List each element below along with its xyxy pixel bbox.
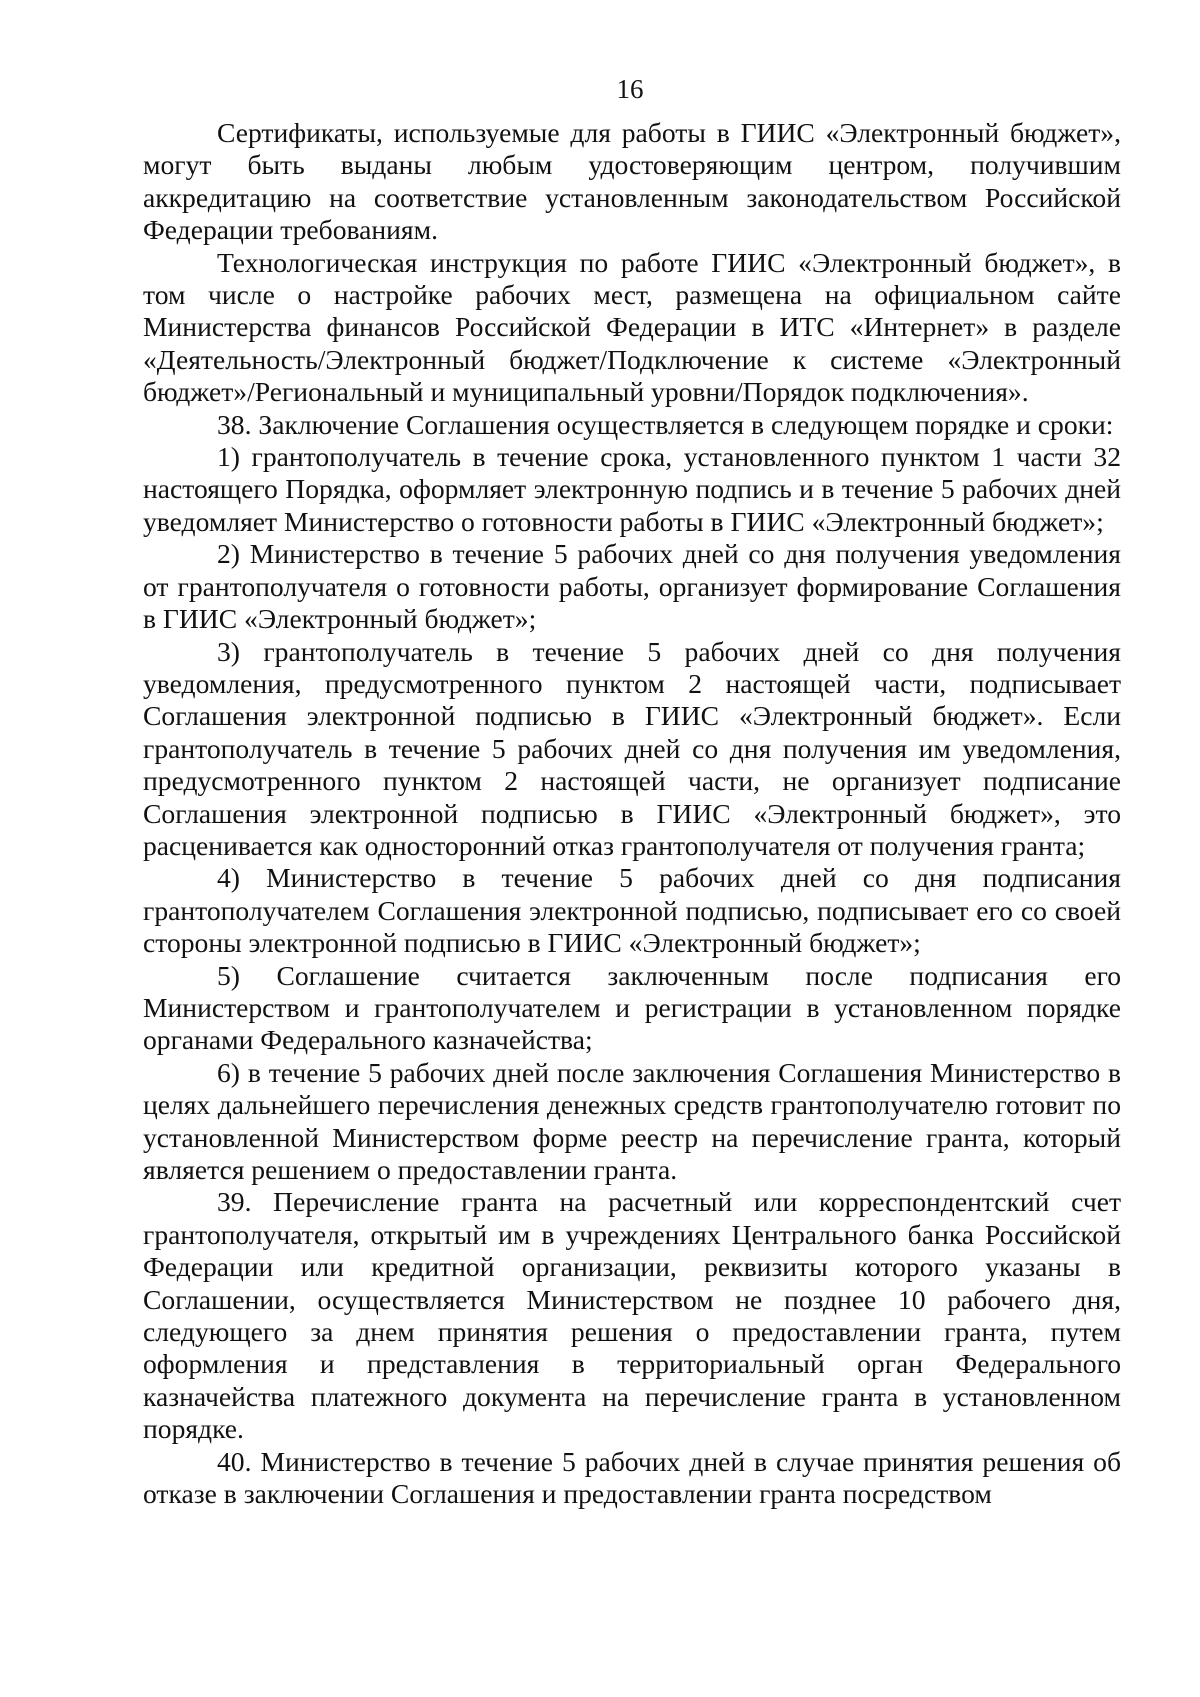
paragraph-item-5: 5) Соглашение считается заключенным после подписания его Министерством и грантополучателем и регистрации в установленном порядке органами Федерального казначейства;	[143, 959, 1121, 1056]
paragraph-item-4: 4) Министерство в течение 5 рабочих дней со дня подписания грантополучателем Соглашения электронной подписью, подписывает его со своей стороны электронной подписью в ГИИС «Электронный бюджет»;	[143, 862, 1121, 959]
paragraph-clause-39: 39. Перечисление гранта на расчетный или корреспондентский счет грантополучателя, открытый им в учреждениях Центрального банка Российской Федерации или кредитной организации, реквизиты которого указаны в Соглашении, осуществляется Министерством не позднее 10 рабочего дня, следующего за днем принятия решения о предоставлении гранта, путем оформления и представления в территориальный орган Федерального казначейства платежного документа на перечисление гранта в установленном порядке.	[143, 1186, 1121, 1445]
page-number: 16	[616, 74, 644, 104]
paragraph-item-6: 6) в течение 5 рабочих дней после заключения Соглашения Министерство в целях дальнейшего перечисления денежных средств грантополучателю готовит по установленной Министерством форме реестр на перечисление гранта, который является решением о предоставлении гранта.	[143, 1056, 1121, 1185]
paragraph-item-2: 2) Министерство в течение 5 рабочих дней со дня получения уведомления от грантополучателя о готовности работы, организует формирование Соглашения в ГИИС «Электронный бюджет»;	[143, 538, 1121, 635]
paragraph-technological-instruction: Технологическая инструкция по работе ГИИС «Электронный бюджет», в том числе о настройке рабочих мест, размещена на официальном сайте Министерства финансов Российской Федерации в ИТС «Интернет» в разделе «Деятельность/Электронный бюджет/Подключение к системе «Электронный бюджет»/Региональный и муниципальный уровни/Порядок подключения».	[143, 246, 1121, 408]
paragraph-certificates: Сертификаты, используемые для работы в ГИИС «Электронный бюджет», могут быть выданы любым удостоверяющим центром, получившим аккредитацию на соответствие установленным законодательством Российской Федерации требованиям.	[143, 117, 1121, 246]
paragraph-clause-40: 40. Министерство в течение 5 рабочих дней в случае принятия решения об отказе в заключении Соглашения и предоставлении гранта посредством	[143, 1445, 1121, 1510]
paragraph-item-1: 1) грантополучатель в течение срока, установленного пунктом 1 части 32 настоящего Порядка, оформляет электронную подпись и в течение 5 рабочих дней уведомляет Министерство о готовности работы в ГИИС «Электронный бюджет»;	[143, 441, 1121, 537]
paragraph-item-3: 3) грантополучатель в течение 5 рабочих дней со дня получения уведомления, предусмотренного пунктом 2 настоящей части, подписывает Соглашения электронной подписью в ГИИС «Электронный бюджет». Если грантополучатель в течение 5 рабочих дней со дня получения им уведомления, предусмотренного пунктом 2 настоящей части, не организует подписание Соглашения электронной подписью в ГИИС «Электронный бюджет», это расценивается как односторонний отказ грантополучателя от получения гранта;	[143, 635, 1121, 861]
paragraph-clause-38: 38. Заключение Соглашения осуществляется в следующем порядке и сроки:	[217, 408, 1114, 440]
document-body	[143, 117, 1121, 1510]
